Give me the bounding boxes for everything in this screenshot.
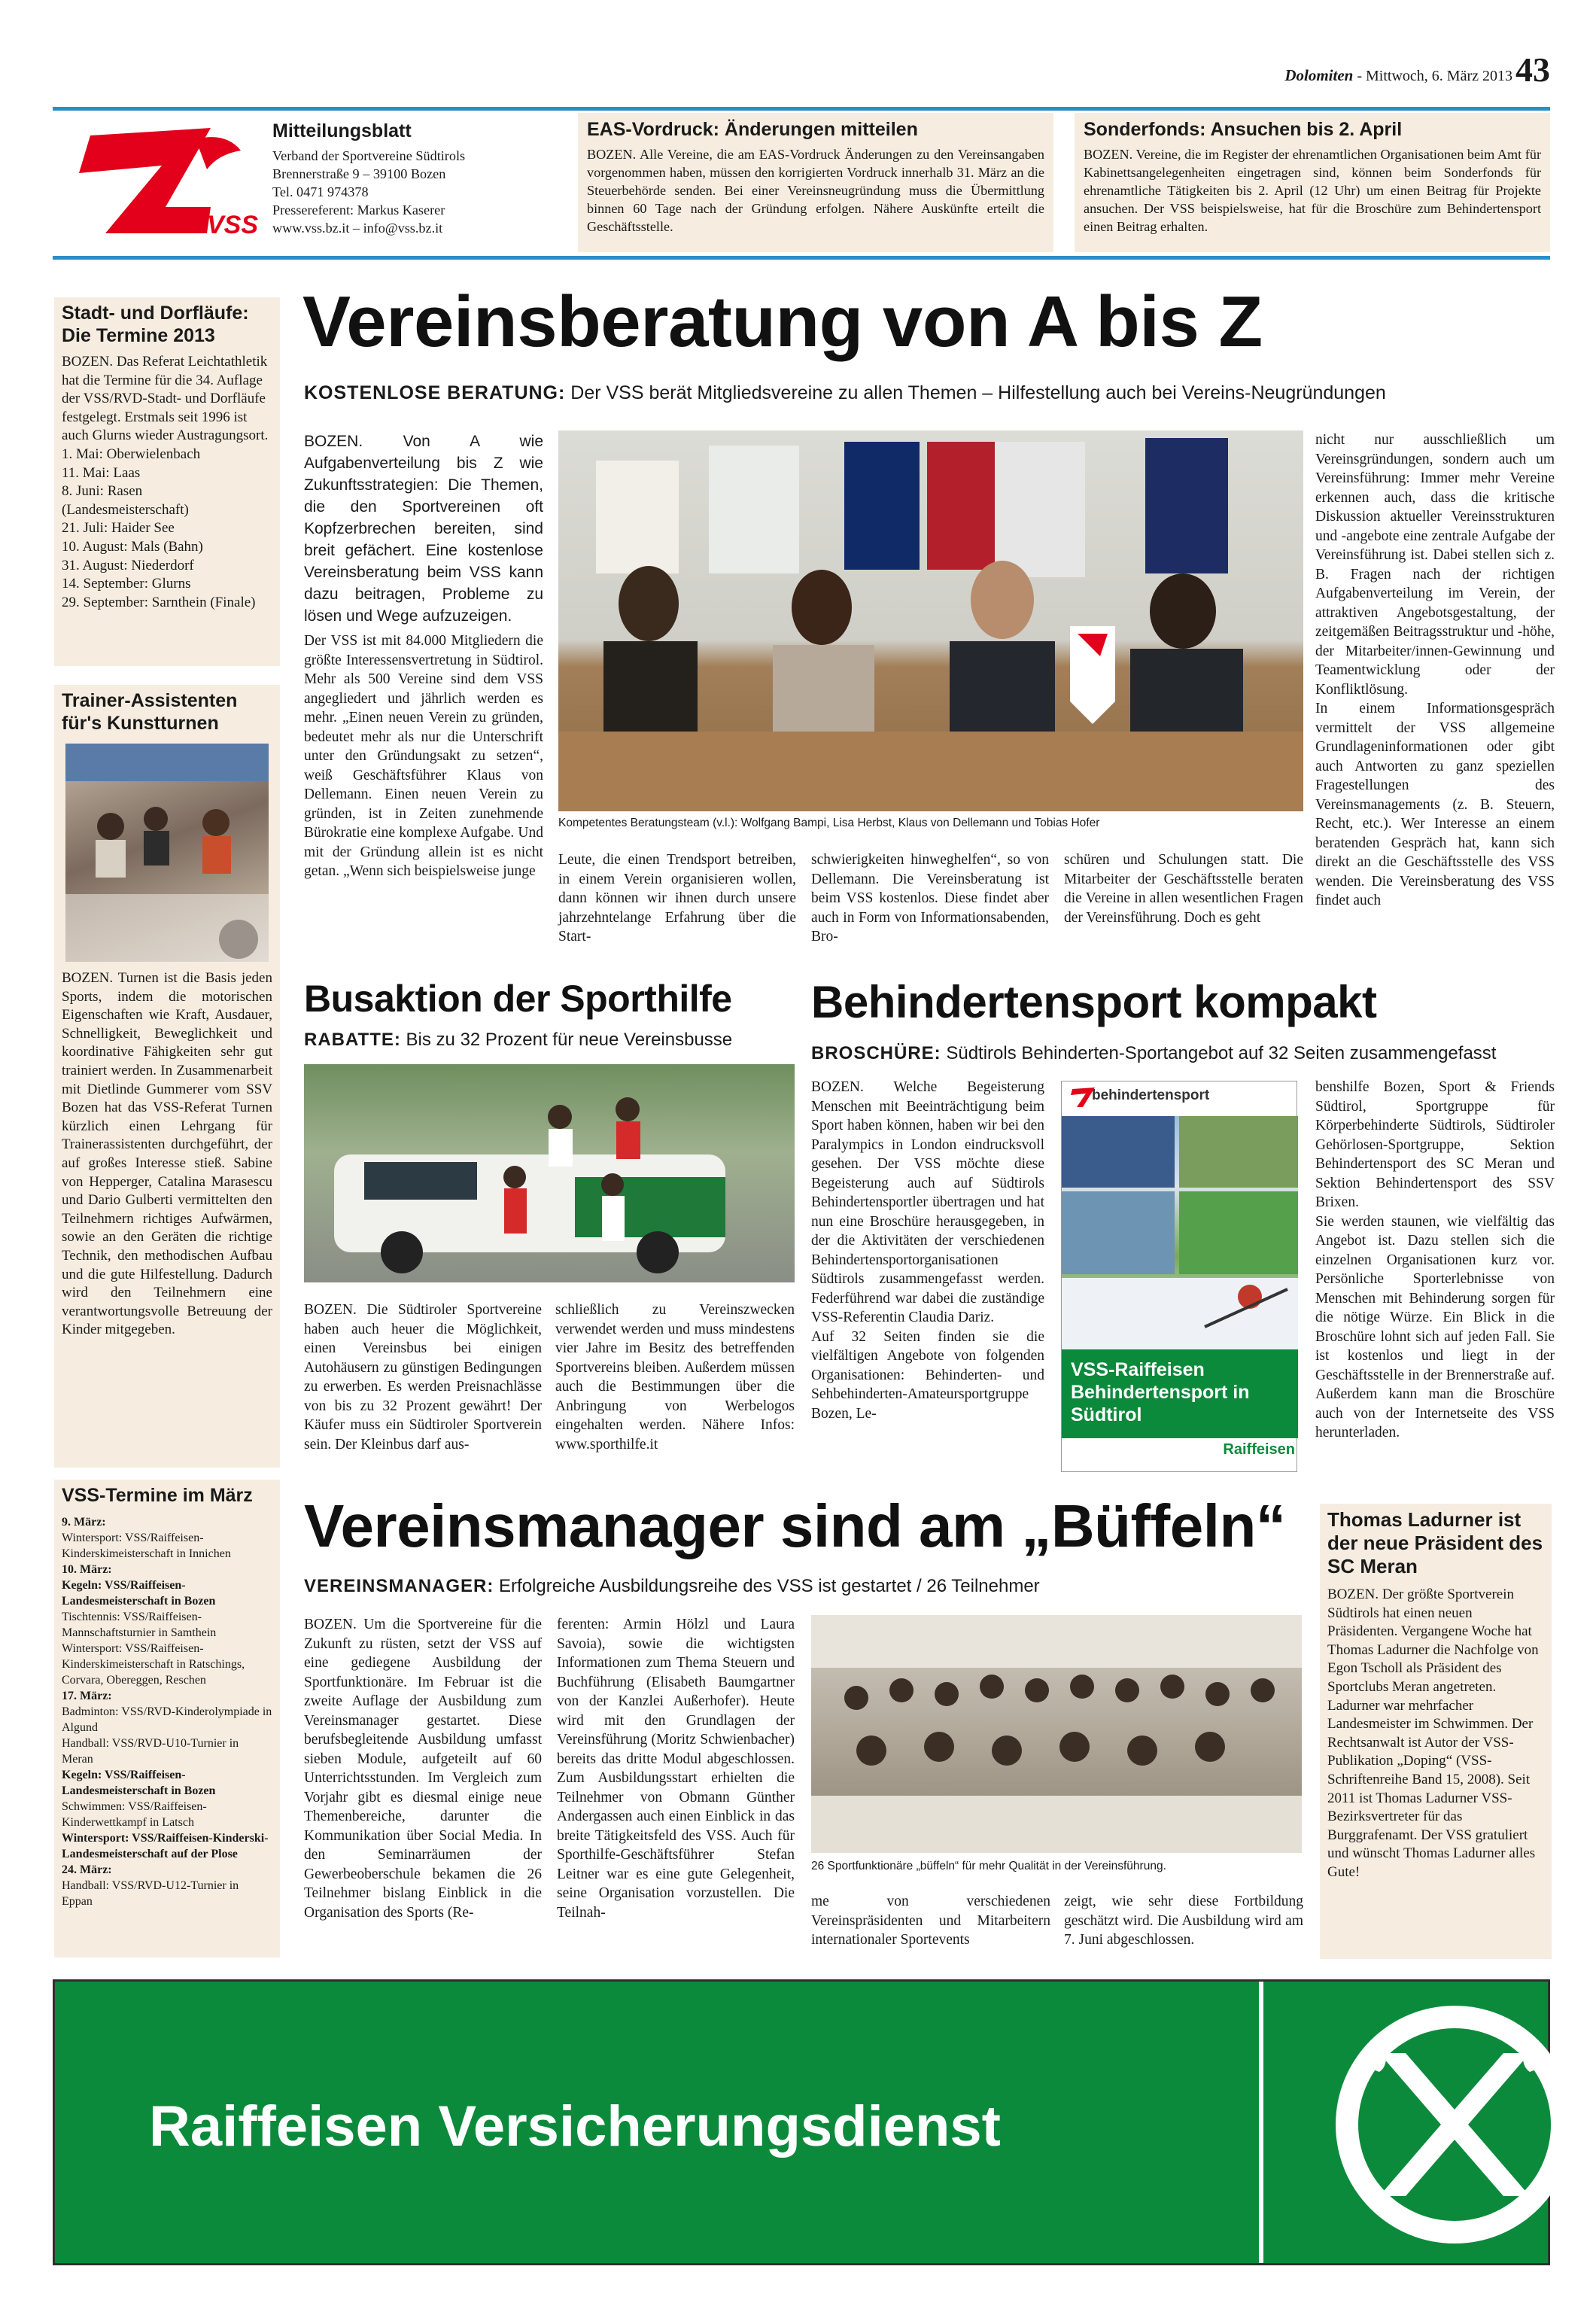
vss-logo-text: VSS bbox=[207, 211, 259, 239]
main-lead: BOZEN. Von A wie Aufgabenverteilung bis Z wie Zukunftsstrategien: Die Themen, die den Sportvereinen oft Kopfzerbrechen bereiten, sind breit gefächert. Eine kostenlose Vereinsberatung beim VSS kann dazu beitragen, Probleme zu lösen und Wege aufzuzeigen. bbox=[304, 433, 543, 625]
bus-photo-illustration bbox=[304, 1064, 795, 1282]
busaktion-headline: Busaktion der Sporthilfe bbox=[304, 978, 732, 1020]
date-item: 11. Mai: Laas bbox=[62, 464, 141, 481]
masthead-line: Pressereferent: Markus Kaserer bbox=[272, 202, 445, 218]
main-col-2: Leute, die einen Trendsport betreiben, in einem Verein organisieren wollen, dann können wir ihnen durch unsere jahrzehntelange Erfahrung über die Start- bbox=[558, 852, 796, 945]
kicker-label: BROSCHÜRE: bbox=[811, 1043, 941, 1063]
beratungsteam-photo-illustration bbox=[558, 430, 1303, 811]
sidebar-heading: Trainer-Assistenten für's Kunstturnen bbox=[62, 690, 238, 734]
sidebar-text: BOZEN. Das Referat Leichtathletik hat die Termine für die 34. Auflage der VSS/RVD-Stadt- und Dorfläufe festgelegt. Erstmals seit 1996 ist auch Glurns wieder Austragungsort. bbox=[62, 354, 269, 444]
busaktion-kicker bbox=[304, 1030, 786, 1055]
kicker-label: VEREINSMANAGER: bbox=[304, 1576, 494, 1596]
termin-item: Kegeln: VSS/Raiffeisen-Landesmeisterschaft in Bozen bbox=[62, 1579, 216, 1608]
busaktion-col-2: schließlich zu Vereinszwecken verwendet werden und muss mindestens vier Jahre im Besitz des betreffenden Sportvereins bleiben. Außerdem müssen auch die Bestimmungen über die Anbringung von Werbelogos eingehalten werden. Nähere Infos: www.sporthilfe.it bbox=[555, 1302, 795, 1453]
vereinsmanager-col-1: BOZEN. Um die Sportvereine für die Zukunft zu rüsten, setzt der VSS auf eine gediegene Ausbildung der Sportfunktionäre. Im Februar ist die zweite Auflage der Ausbildung zum Vereinsmanager gestartet. Diese berufsbegleitende Ausbildung umfasst sieben Module, aufgeteilt auf 60 Unterrichtsstunden. Im Vergleich zum Vorjahr gibt es diesmal einige neue Themenbereiche, darunter die Kommunikation über Social Media. In den Seminarräumen der Gewerbeoberschule bekamen die 26 Teilnehmer bislang Einblick in die Organisation des Sports (Re- bbox=[304, 1617, 542, 1921]
sidebar-laeufe bbox=[54, 297, 280, 666]
brochure-sponsor: Raiffeisen bbox=[1223, 1441, 1295, 1458]
vereinsmanager-col-3: me von verschiedenen Vereinspräsidenten und Mitarbeitern internationaler Sportevents bbox=[811, 1894, 1050, 1948]
behindertensport-headline: Behindertensport kompakt bbox=[811, 977, 1377, 1027]
info-heading: EAS-Vordruck: Änderungen mitteilen bbox=[587, 119, 918, 140]
brochure-title: VSS-Raiffeisen Behindertensport in Südtirol bbox=[1062, 1349, 1298, 1438]
termin-item: Schwimmen: VSS/Raiffeisen-Kinderwettkampf in Latsch bbox=[62, 1800, 207, 1829]
info-text: BOZEN. Alle Vereine, die am EAS-Vordruck Änderungen zu den Vereinsangaben vorgenommen haben, müssen den korrigierten Vordruck innerhalb 31. März an die Steuerbehörde senden. Bei einer Vereinsneugründung muss die Übermittlung binnen 60 Tage nach der Gründung erfolgen. Nähere Auskünfte erteilt die Geschäftsstelle. bbox=[587, 147, 1044, 234]
band-rule bbox=[53, 256, 1550, 260]
brochure-collage bbox=[1062, 1116, 1298, 1349]
main-kicker bbox=[304, 382, 1553, 409]
behindertensport-kicker bbox=[811, 1043, 1556, 1069]
ladurner-box bbox=[1320, 1504, 1552, 1959]
brochure-logo: behindertensport bbox=[1092, 1088, 1210, 1103]
issue-date: - Mittwoch, 6. März 2013 bbox=[1353, 68, 1512, 84]
kicker-text: Südtirols Behinderten-Sportangebot auf 32 Seiten zusammengefasst bbox=[941, 1043, 1497, 1063]
gymnastics-photo bbox=[65, 744, 269, 962]
vereinsmanager-headline: Vereinsmanager sind am „Büffeln“ bbox=[304, 1492, 1286, 1559]
kicker-label: RABATTE: bbox=[304, 1030, 401, 1050]
vereinsmanager-col-4: zeigt, wie sehr diese Fortbildung geschätzt wird. Die Ausbildung wird am 7. Juni abgeschlossen. bbox=[1064, 1894, 1303, 1948]
behindertensport-col-1: BOZEN. Welche Begeisterung Menschen mit Beeinträchtigung beim Sport haben können, haben wir bei den Paralympics in London eindrucksvoll gesehen. Der VSS möchte diese Begeisterung auch auf Südtirols Behindertensportler übertragen und hat nun eine Broschüre herausgegeben, in der die Aktivitäten der verschiedenen Behindertensportorganisationen Südtirols zusammengefasst werden. Federführend war dabei die zuständige VSS-Referentin Claudia Dariz. Auf 32 Seiten finden sie die vielfältigen Angebote von folgenden Organisationen: Behinderten- und Sehbehinderten-Amateursportgruppe Bozen, Le- bbox=[811, 1079, 1044, 1422]
bus-photo bbox=[304, 1064, 795, 1282]
behindertensport-col-2: benshilfe Bozen, Sport & Friends Südtirol, Sportgruppe für Körperbehinderte Südtirols, Südtiroler Gehörlosen-Sportgruppe, Sektion Behindertensport des SC Meran und Sektion Behindertensport des SSV Brixen. Sie werden staunen, wie vielfältig das Angebot ist. Dazu stellen sich die einzelnen Organisationen kurz vor. Persönliche Sporterlebnisse von Menschen mit Behinderung sorgen für die nötige Würze. Ein Blick in die Broschüre lohnt sich auf jeden Fall. Sie ist kostenlos und liegt in der Geschäftsstelle in der Brennerstraße auf. Außerdem kann man die Broschüre auch von der Internetseite des VSS herunterladen. bbox=[1315, 1079, 1555, 1440]
top-rule bbox=[53, 107, 1550, 111]
seminar-photo-illustration bbox=[811, 1615, 1302, 1853]
masthead-line: Brennerstraße 9 – 39100 Bozen bbox=[272, 166, 446, 181]
gymnastics-photo-illustration bbox=[65, 744, 269, 962]
main-col-4: schüren und Schulungen statt. Die Mitarbeiter der Geschäftsstelle beraten die Vereine in allen wesentlichen Fragen der Vereinsführung. Doch es geht bbox=[1064, 852, 1303, 926]
date-item: 31. August: Niederdorf bbox=[62, 557, 194, 573]
sidebar-termine bbox=[54, 1480, 280, 1958]
main-headline: Vereinsberatung von A bis Z bbox=[302, 281, 1263, 362]
kicker-text: Der VSS berät Mitgliedsvereine zu allen Themen – Hilfestellung auch bei Vereins-Neugründungen bbox=[565, 382, 1386, 403]
main-col-5: nicht nur ausschließlich um Vereinsgründungen, sondern auch um Vereinsführung: Immer mehr Vereine erkennen auch, dass die kritische Diskussion aktueller Vereinsstrukturen und -angebote eine zentrale Aufgabe der Vereinsführung ist. Dabei stellen sich z. B. Fragen nach der richtigen Aufgabenverteilung im Verein, der attraktiven Angebotsgestaltung, der zeitgemäßen Beitragsstruktur und -höhe, der Mitarbeiter/innen-Gewinnung und Teamentwicklung oder der Konfliktlösung. In einem Informationsgespräch vermittelt der VSS allgemeine Grundlageninformationen oder gibt auch Antworten zu ganz speziellen Fragestellungen des Vereinsmanagements (z. B. Steuern, Recht, etc.). Wer Interesse an einem beratenden Gespräch hat, kann sich direkt an die Geschäftsstelle des VSS wenden. Die Vereinsberatung des VSS findet auch bbox=[1315, 432, 1555, 908]
kicker-text: Bis zu 32 Prozent für neue Vereinsbusse bbox=[400, 1030, 733, 1050]
termin-item: Badminton: VSS/RVD-Kinderolympiade in Algund bbox=[62, 1705, 272, 1734]
main-text: Der VSS ist mit 84.000 Mitgliedern die größte Interessensvertretung in Südtirol. Mehr als 500 Vereine sind dem VSS angegliedert und jährlich werden es mehr. „Einen neuen Verein zu gründen, bedeutet mehr als nur die Unterschrift unter den Gründungsakt zu setzen“, weiß Geschäftsführer Klaus von Dellemann. Einen neuen Verein zu gründen, ist in Zeiten zunehmende Bürokratie eine komplexe Aufgabe. Und mit der Gründung allein ist es nicht getan. „Wenn sich beispielsweise junge bbox=[304, 633, 543, 879]
masthead-line: Tel. 0471 974378 bbox=[272, 184, 369, 199]
date-item: 14. September: Glurns bbox=[62, 576, 191, 592]
termin-item: 9. März: bbox=[62, 1516, 106, 1529]
masthead-title: Mitteilungsblatt bbox=[272, 120, 412, 141]
date-item: 21. Juli: Haider See bbox=[62, 520, 175, 537]
vereinsmanager-kicker bbox=[304, 1576, 1305, 1602]
brochure-collage-illustration bbox=[1062, 1116, 1298, 1349]
termin-item: Wintersport: VSS/Raiffeisen-Kinderskimeisterschaft in Innichen bbox=[62, 1532, 231, 1560]
seminar-caption: 26 Sportfunktionäre „büffeln“ für mehr Qualität in der Vereinsführung. bbox=[811, 1860, 1166, 1872]
termin-item: 24. März: bbox=[62, 1863, 112, 1876]
termin-item: Wintersport: VSS/Raiffeisen-Kinderskimeisterschaft in Ratschings, Corvara, Obereggen, Reschen bbox=[62, 1642, 245, 1687]
brochure-cover bbox=[1061, 1081, 1297, 1472]
page-number: 43 bbox=[1515, 50, 1550, 89]
termin-item: Wintersport: VSS/Raiffeisen-Kinderski-Landesmeisterschaft auf der Plose bbox=[62, 1832, 269, 1860]
brochure-vss-icon bbox=[1069, 1086, 1096, 1109]
date-item: 1. Mai: Oberwielenbach bbox=[62, 446, 201, 462]
ladurner-heading: Thomas Ladurner ist der neue Präsident des SC Meran bbox=[1327, 1508, 1543, 1577]
ad-text: Raiffeisen Versicherungsdienst bbox=[149, 2094, 1001, 2158]
beratungsteam-photo bbox=[558, 430, 1303, 811]
sidebar-heading: Stadt- und Dorfläufe: Die Termine 2013 bbox=[62, 303, 249, 346]
date-item: 10. August: Mals (Bahn) bbox=[62, 538, 203, 555]
termin-item: Kegeln: VSS/Raiffeisen-Landesmeisterschaft in Bozen bbox=[62, 1769, 216, 1797]
termin-item: Handball: VSS/RVD-U10-Turnier in Meran bbox=[62, 1737, 239, 1766]
date-item: 8. Juni: Rasen (Landesmeisterschaft) bbox=[62, 483, 189, 518]
info-box-eas bbox=[578, 113, 1053, 252]
info-heading: Sonderfonds: Ansuchen bis 2. April bbox=[1084, 119, 1403, 140]
masthead-info bbox=[272, 120, 566, 252]
date-item: 29. September: Sarnthein (Finale) bbox=[62, 594, 256, 610]
masthead-line: Verband der Sportvereine Südtirols bbox=[272, 148, 466, 163]
termin-item: 17. März: bbox=[62, 1690, 112, 1702]
raiffeisen-ad[interactable] bbox=[53, 1979, 1550, 2265]
sidebar-trainer bbox=[54, 685, 280, 1468]
vss-logo bbox=[60, 120, 278, 248]
newspaper-name: Dolomiten bbox=[1284, 66, 1354, 84]
vereinsmanager-col-2: ferenten: Armin Hölzl und Laura Savoia), sowie die wichtigsten Informationen zum Thema Steuern und Buchführung (Elisabeth Baumgartner von der Kanzlei Außerhofer). Heute wird mit den Grundlagen der Vereinsführung (Moritz Schwienbacher) bereits das dritte Modul abgeschlossen. Zum Ausbildungsstart erhielten die Teilnehmer von Obmann Günther Andergassen auch einen Einblick in das breite Tätigkeitsfeld des VSS. Auch für Sporthilfe-Geschäftsführer Stefan Leitner war es eine gute Gelegenheit, seine Organisation vorzustellen. Die Teilnah- bbox=[557, 1617, 795, 1921]
info-box-sonderfonds bbox=[1075, 113, 1550, 252]
beratungsteam-caption: Kompetentes Beratungsteam (v.l.): Wolfgang Bampi, Lisa Herbst, Klaus von Dellemann und Tobias Hofer bbox=[558, 817, 1100, 829]
info-text: BOZEN. Vereine, die im Register der ehrenamtlichen Organisationen beim Amt für Kabinettsangelegenheiten eingetragen sind, können beim Sonderfonds für ehrenamtliche Tätigkeiten bis 2. April (12 Uhr) um einen Beitrag für Projekte ansuchen. Der VSS beispielsweise, hat für die Broschüre zum Behindertensport einen Beitrag erhalten. bbox=[1084, 147, 1541, 234]
kicker-label: KOSTENLOSE BERATUNG: bbox=[304, 382, 566, 403]
main-col-3: schwierigkeiten hinweghelfen“, so von Dellemann. Die Vereinsberatung ist beim VSS kostenlos. Diese findet aber auch in Form von Informationsabenden, Bro- bbox=[811, 852, 1049, 945]
busaktion-col-1: BOZEN. Die Südtiroler Sportvereine haben auch heuer die Möglichkeit, einen Vereinsbus bei einigen Autohäusern zu günstigen Bedingungen zu erwerben. Es werden Preisnachlässe von bis zu 32 Prozent gewährt! Der Käufer muss ein Südtiroler Sportverein sein. Der Kleinbus darf aus- bbox=[304, 1302, 542, 1453]
sidebar-text: BOZEN. Turnen ist die Basis jeden Sports, indem die motorischen Eigenschaften wie Kraft, Ausdauer, Schnelligkeit, Beweglichkeit und koordinative Fähigkeiten sehr gut trainiert werden. In Zusammenarbeit mit Dietlinde Gummerer vom SSV Bozen hat das VSS-Referat Turnen kürzlich einen Lehrgang für Trainerassistenten durchgeführt, der auf großes Interesse stieß. Sabine von Hepperger, Catalina Marasescu und Dario Gulberti vermittelten den Teilnehmern richtiges Aufwärmen, sowie an den Geräten die richtige Technik, den methodischen Aufbau und die gute Hilfestellung. Dadurch wird den Teilnehmern eine verantwortungsvolle Betreuung der Kinder mitgegeben. bbox=[62, 970, 272, 1338]
termin-item: Tischtennis: VSS/Raiffeisen-Mannschaftsturnier in Samthein bbox=[62, 1611, 217, 1639]
ad-divider bbox=[1259, 1982, 1263, 2263]
kicker-text: Erfolgreiche Ausbildungsreihe des VSS ist gestartet / 26 Teilnehmer bbox=[494, 1576, 1040, 1596]
sidebar-heading: VSS-Termine im März bbox=[62, 1485, 253, 1506]
ladurner-text: BOZEN. Der größte Sportverein Südtirols hat einen neuen Präsidenten. Vergangene Woche hat Thomas Ladurner die Nachfolge von Egon Tscholl als Präsident des Sportclubs Meran angetreten. Ladurner war mehrfacher Landesmeister im Schwimmen. Der Rechtsanwalt ist Autor der VSS-Publikation „Doping“ (VSS-Schriftenreihe Band 15, 2008). Seit 2011 ist Thomas Ladurner VSS-Bezirksvertreter für das Burggrafenamt. Der VSS gratuliert und wünscht Thomas Ladurner alles Gute! bbox=[1327, 1586, 1539, 1880]
seminar-photo bbox=[811, 1615, 1302, 1853]
raiffeisen-logo-icon bbox=[1327, 1997, 1582, 2253]
termin-item: 10. März: bbox=[62, 1563, 112, 1576]
masthead-line: www.vss.bz.it – info@vss.bz.it bbox=[272, 221, 443, 236]
termin-item: Handball: VSS/RVD-U12-Turnier in Eppan bbox=[62, 1879, 239, 1908]
main-col-1 bbox=[304, 430, 543, 950]
header-dateline bbox=[1204, 66, 1512, 92]
